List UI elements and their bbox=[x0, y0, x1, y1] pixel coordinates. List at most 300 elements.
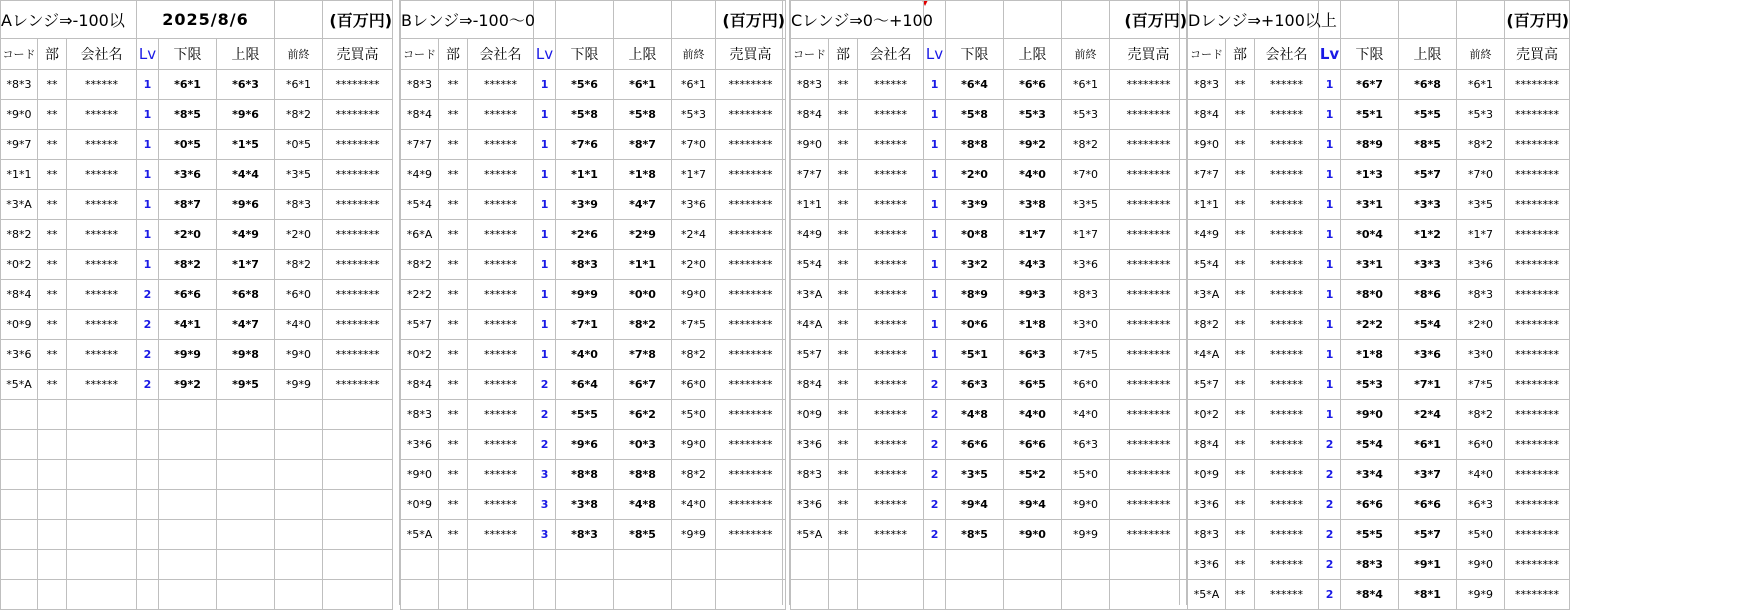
cell-prev[interactable]: *6*1 bbox=[672, 70, 716, 100]
cell-low[interactable]: *7*6 bbox=[556, 130, 614, 160]
cell-prev[interactable]: *7*5 bbox=[1457, 370, 1505, 400]
empty-cell[interactable] bbox=[1, 520, 38, 550]
empty-cell[interactable] bbox=[1004, 580, 1062, 610]
cell-high[interactable]: *3*3 bbox=[1399, 250, 1457, 280]
cell-high[interactable]: *5*7 bbox=[1399, 160, 1457, 190]
empty-cell[interactable] bbox=[38, 430, 67, 460]
cell-bu[interactable]: ** bbox=[1226, 190, 1255, 220]
cell-bu[interactable]: ** bbox=[439, 520, 468, 550]
cell-sales[interactable]: ******** bbox=[716, 370, 786, 400]
cell-lv[interactable]: 1 bbox=[534, 160, 556, 190]
cell-code[interactable]: *3*6 bbox=[401, 430, 439, 460]
cell-lv[interactable]: 3 bbox=[534, 460, 556, 490]
range-title[interactable]: Cレンジ⇒0〜+100 bbox=[791, 1, 924, 39]
cell-low[interactable]: *5*3 bbox=[1341, 370, 1399, 400]
empty-cell[interactable] bbox=[159, 490, 217, 520]
empty-cell[interactable] bbox=[38, 520, 67, 550]
column-header-prev[interactable]: 前終 bbox=[672, 39, 716, 70]
column-header-name[interactable]: 会社名 bbox=[468, 39, 534, 70]
cell-sales[interactable]: ******** bbox=[1505, 310, 1570, 340]
cell-high[interactable]: *5*5 bbox=[1399, 100, 1457, 130]
cell-code[interactable]: *5*7 bbox=[401, 310, 439, 340]
cell-sales[interactable]: ******** bbox=[1505, 490, 1570, 520]
cell-bu[interactable]: ** bbox=[439, 70, 468, 100]
empty-cell[interactable] bbox=[217, 490, 275, 520]
cell-prev[interactable]: *5*3 bbox=[672, 100, 716, 130]
column-header-name[interactable]: 会社名 bbox=[1255, 39, 1319, 70]
cell-lv[interactable]: 1 bbox=[1319, 310, 1341, 340]
cell-low[interactable]: *0*8 bbox=[946, 220, 1004, 250]
cell-prev[interactable]: *2*0 bbox=[672, 250, 716, 280]
column-header-bu[interactable]: 部 bbox=[439, 39, 468, 70]
cell-bu[interactable]: ** bbox=[439, 430, 468, 460]
cell-code[interactable]: *3*6 bbox=[1188, 550, 1226, 580]
cell-high[interactable]: *6*3 bbox=[217, 70, 275, 100]
cell-prev[interactable]: *1*7 bbox=[1457, 220, 1505, 250]
cell-bu[interactable]: ** bbox=[38, 130, 67, 160]
cell-lv[interactable]: 2 bbox=[924, 370, 946, 400]
cell-lv[interactable]: 2 bbox=[1319, 460, 1341, 490]
cell-sales[interactable]: ******** bbox=[716, 160, 786, 190]
cell-bu[interactable]: ** bbox=[829, 490, 858, 520]
cell-low[interactable]: *9*0 bbox=[1341, 400, 1399, 430]
cell-code[interactable]: *8*3 bbox=[791, 70, 829, 100]
cell-high[interactable]: *6*8 bbox=[1399, 70, 1457, 100]
cell-prev[interactable]: *0*5 bbox=[275, 130, 323, 160]
cell-low[interactable]: *8*2 bbox=[159, 250, 217, 280]
cell-lv[interactable]: 2 bbox=[137, 280, 159, 310]
cell-sales[interactable]: ******** bbox=[1505, 520, 1570, 550]
cell-low[interactable]: *7*1 bbox=[556, 310, 614, 340]
empty-cell[interactable] bbox=[468, 550, 534, 580]
cell-code[interactable]: *8*2 bbox=[401, 250, 439, 280]
empty-cell[interactable] bbox=[1110, 550, 1188, 580]
cell-lv[interactable]: 1 bbox=[534, 220, 556, 250]
cell-low[interactable]: *8*9 bbox=[946, 280, 1004, 310]
empty-cell[interactable] bbox=[137, 550, 159, 580]
cell-name[interactable]: ****** bbox=[468, 190, 534, 220]
cell-low[interactable]: *3*8 bbox=[556, 490, 614, 520]
cell-high[interactable]: *9*8 bbox=[217, 340, 275, 370]
cell-high[interactable]: *9*4 bbox=[1004, 490, 1062, 520]
empty-cell[interactable] bbox=[439, 580, 468, 610]
cell-low[interactable]: *5*4 bbox=[1341, 430, 1399, 460]
cell-prev[interactable]: *9*0 bbox=[1457, 550, 1505, 580]
cell-name[interactable]: ****** bbox=[858, 520, 924, 550]
cell-high[interactable]: *8*2 bbox=[614, 310, 672, 340]
cell-code[interactable]: *0*9 bbox=[401, 490, 439, 520]
cell-code[interactable]: *8*4 bbox=[1188, 430, 1226, 460]
cell-sales[interactable]: ******** bbox=[1505, 160, 1570, 190]
cell-prev[interactable]: *8*2 bbox=[1457, 130, 1505, 160]
cell-prev[interactable]: *5*3 bbox=[1062, 100, 1110, 130]
cell-sales[interactable]: ******** bbox=[323, 130, 393, 160]
cell-prev[interactable]: *3*5 bbox=[1457, 190, 1505, 220]
cell-lv[interactable]: 1 bbox=[924, 160, 946, 190]
cell-sales[interactable]: ******** bbox=[323, 70, 393, 100]
cell-lv[interactable]: 1 bbox=[924, 100, 946, 130]
cell-high[interactable]: *9*2 bbox=[1004, 130, 1062, 160]
cell-prev[interactable]: *6*0 bbox=[275, 280, 323, 310]
cell-prev[interactable]: *7*0 bbox=[1062, 160, 1110, 190]
empty-cell[interactable] bbox=[1062, 580, 1110, 610]
cell-code[interactable]: *9*0 bbox=[401, 460, 439, 490]
cell-bu[interactable]: ** bbox=[1226, 520, 1255, 550]
cell-sales[interactable]: ******** bbox=[1505, 220, 1570, 250]
cell-high[interactable]: *6*6 bbox=[1399, 490, 1457, 520]
cell-prev[interactable]: *7*0 bbox=[672, 130, 716, 160]
cell-high[interactable]: *6*1 bbox=[1399, 430, 1457, 460]
cell-low[interactable]: *6*7 bbox=[1341, 70, 1399, 100]
cell-code[interactable]: *2*2 bbox=[401, 280, 439, 310]
cell-low[interactable]: *4*1 bbox=[159, 310, 217, 340]
cell-sales[interactable]: ******** bbox=[1505, 280, 1570, 310]
cell-bu[interactable]: ** bbox=[1226, 460, 1255, 490]
cell-prev[interactable]: *8*3 bbox=[275, 190, 323, 220]
empty-cell[interactable] bbox=[159, 460, 217, 490]
cell-lv[interactable]: 1 bbox=[534, 310, 556, 340]
cell-low[interactable]: *8*7 bbox=[159, 190, 217, 220]
cell-prev[interactable]: *4*0 bbox=[672, 490, 716, 520]
cell-sales[interactable]: ******** bbox=[323, 160, 393, 190]
cell-code[interactable]: *5*A bbox=[1, 370, 38, 400]
cell-name[interactable]: ****** bbox=[67, 70, 137, 100]
empty-cell[interactable] bbox=[67, 520, 137, 550]
cell-name[interactable]: ****** bbox=[858, 160, 924, 190]
empty-cell[interactable] bbox=[137, 400, 159, 430]
empty-cell[interactable] bbox=[323, 430, 393, 460]
cell-prev[interactable]: *3*6 bbox=[1457, 250, 1505, 280]
cell-prev[interactable]: *8*2 bbox=[1457, 400, 1505, 430]
cell-bu[interactable]: ** bbox=[829, 70, 858, 100]
cell-bu[interactable]: ** bbox=[38, 340, 67, 370]
cell-code[interactable]: *1*1 bbox=[1188, 190, 1226, 220]
cell-high[interactable]: *1*8 bbox=[1004, 310, 1062, 340]
cell-high[interactable]: *3*8 bbox=[1004, 190, 1062, 220]
cell-sales[interactable]: ******** bbox=[1110, 430, 1188, 460]
cell-high[interactable]: *8*7 bbox=[614, 130, 672, 160]
cell-high[interactable]: *1*1 bbox=[614, 250, 672, 280]
cell-lv[interactable]: 1 bbox=[1319, 220, 1341, 250]
cell-code[interactable]: *5*A bbox=[401, 520, 439, 550]
empty-cell[interactable] bbox=[672, 580, 716, 610]
cell-bu[interactable]: ** bbox=[439, 310, 468, 340]
cell-code[interactable]: *8*3 bbox=[401, 400, 439, 430]
cell-bu[interactable]: ** bbox=[829, 220, 858, 250]
cell-bu[interactable]: ** bbox=[1226, 130, 1255, 160]
cell-bu[interactable]: ** bbox=[439, 220, 468, 250]
cell-low[interactable]: *6*6 bbox=[946, 430, 1004, 460]
cell-low[interactable]: *8*3 bbox=[1341, 550, 1399, 580]
cell-low[interactable]: *5*5 bbox=[1341, 520, 1399, 550]
cell-code[interactable]: *0*2 bbox=[1188, 400, 1226, 430]
cell-sales[interactable]: ******** bbox=[1505, 340, 1570, 370]
cell-low[interactable]: *8*3 bbox=[556, 520, 614, 550]
cell-prev[interactable]: *3*6 bbox=[1062, 250, 1110, 280]
cell-code[interactable]: *9*0 bbox=[791, 130, 829, 160]
cell-code[interactable]: *5*A bbox=[1188, 580, 1226, 610]
cell-high[interactable]: *6*8 bbox=[217, 280, 275, 310]
empty-cell[interactable] bbox=[323, 520, 393, 550]
cell-sales[interactable]: ******** bbox=[1110, 100, 1188, 130]
cell-bu[interactable]: ** bbox=[829, 100, 858, 130]
cell-lv[interactable]: 1 bbox=[1319, 250, 1341, 280]
empty-cell[interactable] bbox=[159, 430, 217, 460]
cell-lv[interactable]: 1 bbox=[1319, 100, 1341, 130]
empty-cell[interactable] bbox=[67, 580, 137, 610]
cell-lv[interactable]: 1 bbox=[1319, 70, 1341, 100]
empty-cell[interactable] bbox=[67, 550, 137, 580]
cell-code[interactable]: *8*3 bbox=[1188, 70, 1226, 100]
cell-lv[interactable]: 1 bbox=[1319, 370, 1341, 400]
cell-high[interactable]: *9*6 bbox=[217, 190, 275, 220]
cell-low[interactable]: *2*0 bbox=[159, 220, 217, 250]
cell-low[interactable]: *0*5 bbox=[159, 130, 217, 160]
cell-name[interactable]: ****** bbox=[1255, 430, 1319, 460]
cell-sales[interactable]: ******** bbox=[716, 70, 786, 100]
cell-prev[interactable]: *6*1 bbox=[275, 70, 323, 100]
cell-lv[interactable]: 1 bbox=[137, 190, 159, 220]
cell-prev[interactable]: *8*2 bbox=[672, 340, 716, 370]
empty-cell[interactable] bbox=[1, 550, 38, 580]
cell-bu[interactable]: ** bbox=[1226, 220, 1255, 250]
column-header-lv[interactable]: Lv bbox=[137, 39, 159, 70]
column-header-high[interactable]: 上限 bbox=[217, 39, 275, 70]
cell-sales[interactable]: ******** bbox=[716, 520, 786, 550]
cell-low[interactable]: *8*0 bbox=[1341, 280, 1399, 310]
cell-bu[interactable]: ** bbox=[829, 130, 858, 160]
empty-cell[interactable] bbox=[323, 400, 393, 430]
cell-name[interactable]: ****** bbox=[1255, 100, 1319, 130]
cell-prev[interactable]: *5*0 bbox=[1457, 520, 1505, 550]
cell-name[interactable]: ****** bbox=[67, 220, 137, 250]
empty-cell[interactable] bbox=[401, 580, 439, 610]
empty-cell[interactable] bbox=[534, 1, 556, 39]
cell-sales[interactable]: ******** bbox=[1505, 370, 1570, 400]
cell-low[interactable]: *8*4 bbox=[1341, 580, 1399, 610]
cell-prev[interactable]: *8*2 bbox=[672, 460, 716, 490]
cell-bu[interactable]: ** bbox=[829, 370, 858, 400]
cell-low[interactable]: *8*5 bbox=[946, 520, 1004, 550]
cell-sales[interactable]: ******** bbox=[716, 340, 786, 370]
cell-prev[interactable]: *1*7 bbox=[672, 160, 716, 190]
cell-code[interactable]: *8*4 bbox=[791, 100, 829, 130]
cell-sales[interactable]: ******** bbox=[716, 280, 786, 310]
cell-bu[interactable]: ** bbox=[38, 100, 67, 130]
cell-low[interactable]: *8*5 bbox=[159, 100, 217, 130]
cell-name[interactable]: ****** bbox=[1255, 250, 1319, 280]
cell-name[interactable]: ****** bbox=[468, 430, 534, 460]
cell-sales[interactable]: ******** bbox=[1505, 70, 1570, 100]
cell-code[interactable]: *7*7 bbox=[791, 160, 829, 190]
cell-code[interactable]: *5*4 bbox=[401, 190, 439, 220]
empty-cell[interactable] bbox=[275, 1, 323, 39]
empty-cell[interactable] bbox=[672, 550, 716, 580]
cell-code[interactable]: *8*3 bbox=[791, 460, 829, 490]
cell-lv[interactable]: 1 bbox=[534, 190, 556, 220]
cell-low[interactable]: *2*0 bbox=[946, 160, 1004, 190]
cell-lv[interactable]: 2 bbox=[924, 520, 946, 550]
cell-lv[interactable]: 1 bbox=[924, 250, 946, 280]
cell-high[interactable]: *3*6 bbox=[1399, 340, 1457, 370]
cell-prev[interactable]: *6*0 bbox=[672, 370, 716, 400]
empty-cell[interactable] bbox=[137, 460, 159, 490]
cell-code[interactable]: *0*2 bbox=[401, 340, 439, 370]
cell-name[interactable]: ****** bbox=[858, 250, 924, 280]
cell-lv[interactable]: 1 bbox=[924, 130, 946, 160]
column-header-code[interactable]: コード bbox=[401, 39, 439, 70]
cell-code[interactable]: *5*4 bbox=[1188, 250, 1226, 280]
cell-sales[interactable]: ******** bbox=[323, 280, 393, 310]
cell-code[interactable]: *3*6 bbox=[791, 430, 829, 460]
cell-bu[interactable]: ** bbox=[1226, 160, 1255, 190]
cell-low[interactable]: *6*1 bbox=[159, 70, 217, 100]
cell-name[interactable]: ****** bbox=[1255, 490, 1319, 520]
column-header-name[interactable]: 会社名 bbox=[67, 39, 137, 70]
empty-cell[interactable] bbox=[716, 550, 786, 580]
cell-bu[interactable]: ** bbox=[439, 370, 468, 400]
cell-low[interactable]: *1*3 bbox=[1341, 160, 1399, 190]
empty-cell[interactable] bbox=[137, 580, 159, 610]
cell-high[interactable]: *5*7 bbox=[1399, 520, 1457, 550]
empty-cell[interactable] bbox=[534, 580, 556, 610]
cell-prev[interactable]: *9*9 bbox=[1457, 580, 1505, 610]
cell-low[interactable]: *0*6 bbox=[946, 310, 1004, 340]
empty-cell[interactable] bbox=[1004, 1, 1062, 39]
cell-high[interactable]: *8*6 bbox=[1399, 280, 1457, 310]
cell-bu[interactable]: ** bbox=[1226, 100, 1255, 130]
empty-cell[interactable] bbox=[38, 550, 67, 580]
cell-sales[interactable]: ******** bbox=[716, 100, 786, 130]
cell-high[interactable]: *1*7 bbox=[1004, 220, 1062, 250]
cell-name[interactable]: ****** bbox=[67, 130, 137, 160]
unit-label[interactable]: (百万円) bbox=[716, 1, 786, 39]
cell-high[interactable]: *0*3 bbox=[614, 430, 672, 460]
cell-low[interactable]: *3*5 bbox=[946, 460, 1004, 490]
cell-name[interactable]: ****** bbox=[67, 370, 137, 400]
cell-prev[interactable]: *7*5 bbox=[1062, 340, 1110, 370]
empty-cell[interactable] bbox=[1, 580, 38, 610]
cell-high[interactable]: *6*2 bbox=[614, 400, 672, 430]
empty-cell[interactable] bbox=[614, 1, 672, 39]
cell-high[interactable]: *5*8 bbox=[614, 100, 672, 130]
cell-lv[interactable]: 2 bbox=[1319, 430, 1341, 460]
cell-lv[interactable]: 1 bbox=[137, 100, 159, 130]
empty-cell[interactable] bbox=[439, 550, 468, 580]
empty-cell[interactable] bbox=[67, 400, 137, 430]
cell-code[interactable]: *3*6 bbox=[791, 490, 829, 520]
date-cell[interactable]: 2025/8/6 bbox=[137, 1, 275, 39]
cell-low[interactable]: *3*4 bbox=[1341, 460, 1399, 490]
cell-name[interactable]: ****** bbox=[468, 460, 534, 490]
cell-bu[interactable]: ** bbox=[1226, 340, 1255, 370]
column-header-code[interactable]: コード bbox=[791, 39, 829, 70]
cell-code[interactable]: *4*9 bbox=[791, 220, 829, 250]
column-header-sales[interactable]: 売買高 bbox=[1110, 39, 1188, 70]
cell-lv[interactable]: 1 bbox=[1319, 130, 1341, 160]
cell-prev[interactable]: *6*3 bbox=[1457, 490, 1505, 520]
cell-lv[interactable]: 2 bbox=[534, 430, 556, 460]
cell-name[interactable]: ****** bbox=[1255, 310, 1319, 340]
cell-low[interactable]: *3*1 bbox=[1341, 190, 1399, 220]
cell-lv[interactable]: 1 bbox=[924, 340, 946, 370]
cell-high[interactable]: *2*9 bbox=[614, 220, 672, 250]
empty-cell[interactable] bbox=[323, 580, 393, 610]
cell-low[interactable]: *3*9 bbox=[946, 190, 1004, 220]
empty-cell[interactable] bbox=[614, 550, 672, 580]
column-header-prev[interactable]: 前終 bbox=[1062, 39, 1110, 70]
cell-name[interactable]: ****** bbox=[858, 490, 924, 520]
cell-name[interactable]: ****** bbox=[1255, 190, 1319, 220]
cell-lv[interactable]: 1 bbox=[924, 220, 946, 250]
cell-sales[interactable]: ******** bbox=[1110, 490, 1188, 520]
cell-bu[interactable]: ** bbox=[439, 190, 468, 220]
cell-bu[interactable]: ** bbox=[439, 400, 468, 430]
empty-cell[interactable] bbox=[67, 490, 137, 520]
empty-cell[interactable] bbox=[159, 580, 217, 610]
column-header-low[interactable]: 下限 bbox=[1341, 39, 1399, 70]
cell-name[interactable]: ****** bbox=[67, 280, 137, 310]
cell-low[interactable]: *1*1 bbox=[556, 160, 614, 190]
cell-high[interactable]: *4*9 bbox=[217, 220, 275, 250]
cell-name[interactable]: ****** bbox=[1255, 550, 1319, 580]
cell-bu[interactable]: ** bbox=[439, 340, 468, 370]
cell-low[interactable]: *8*3 bbox=[556, 250, 614, 280]
cell-low[interactable]: *6*6 bbox=[1341, 490, 1399, 520]
cell-sales[interactable]: ******** bbox=[1505, 400, 1570, 430]
cell-low[interactable]: *1*8 bbox=[1341, 340, 1399, 370]
empty-cell[interactable] bbox=[137, 430, 159, 460]
cell-code[interactable]: *3*A bbox=[1, 190, 38, 220]
column-header-low[interactable]: 下限 bbox=[159, 39, 217, 70]
cell-sales[interactable]: ******** bbox=[1110, 190, 1188, 220]
cell-high[interactable]: *6*7 bbox=[614, 370, 672, 400]
cell-name[interactable]: ****** bbox=[468, 310, 534, 340]
cell-sales[interactable]: ******** bbox=[323, 220, 393, 250]
cell-code[interactable]: *8*2 bbox=[1188, 310, 1226, 340]
cell-sales[interactable]: ******** bbox=[323, 310, 393, 340]
cell-name[interactable]: ****** bbox=[67, 340, 137, 370]
cell-name[interactable]: ****** bbox=[1255, 130, 1319, 160]
empty-cell[interactable] bbox=[1, 490, 38, 520]
cell-sales[interactable]: ******** bbox=[1505, 100, 1570, 130]
cell-lv[interactable]: 1 bbox=[1319, 400, 1341, 430]
cell-sales[interactable]: ******** bbox=[1110, 220, 1188, 250]
cell-lv[interactable]: 1 bbox=[534, 280, 556, 310]
cell-high[interactable]: *6*5 bbox=[1004, 370, 1062, 400]
cell-name[interactable]: ****** bbox=[468, 100, 534, 130]
cell-bu[interactable]: ** bbox=[1226, 70, 1255, 100]
cell-bu[interactable]: ** bbox=[1226, 490, 1255, 520]
cell-sales[interactable]: ******** bbox=[1505, 250, 1570, 280]
cell-low[interactable]: *2*6 bbox=[556, 220, 614, 250]
cell-name[interactable]: ****** bbox=[858, 220, 924, 250]
empty-cell[interactable] bbox=[217, 580, 275, 610]
column-header-prev[interactable]: 前終 bbox=[275, 39, 323, 70]
cell-sales[interactable]: ******** bbox=[716, 310, 786, 340]
cell-prev[interactable]: *8*3 bbox=[1457, 280, 1505, 310]
cell-sales[interactable]: ******** bbox=[716, 400, 786, 430]
cell-name[interactable]: ****** bbox=[858, 70, 924, 100]
cell-bu[interactable]: ** bbox=[829, 520, 858, 550]
cell-code[interactable]: *3*A bbox=[1188, 280, 1226, 310]
cell-name[interactable]: ****** bbox=[468, 370, 534, 400]
cell-high[interactable]: *4*0 bbox=[1004, 160, 1062, 190]
cell-code[interactable]: *5*7 bbox=[1188, 370, 1226, 400]
empty-cell[interactable] bbox=[159, 520, 217, 550]
cell-lv[interactable]: 2 bbox=[924, 430, 946, 460]
cell-lv[interactable]: 1 bbox=[137, 130, 159, 160]
